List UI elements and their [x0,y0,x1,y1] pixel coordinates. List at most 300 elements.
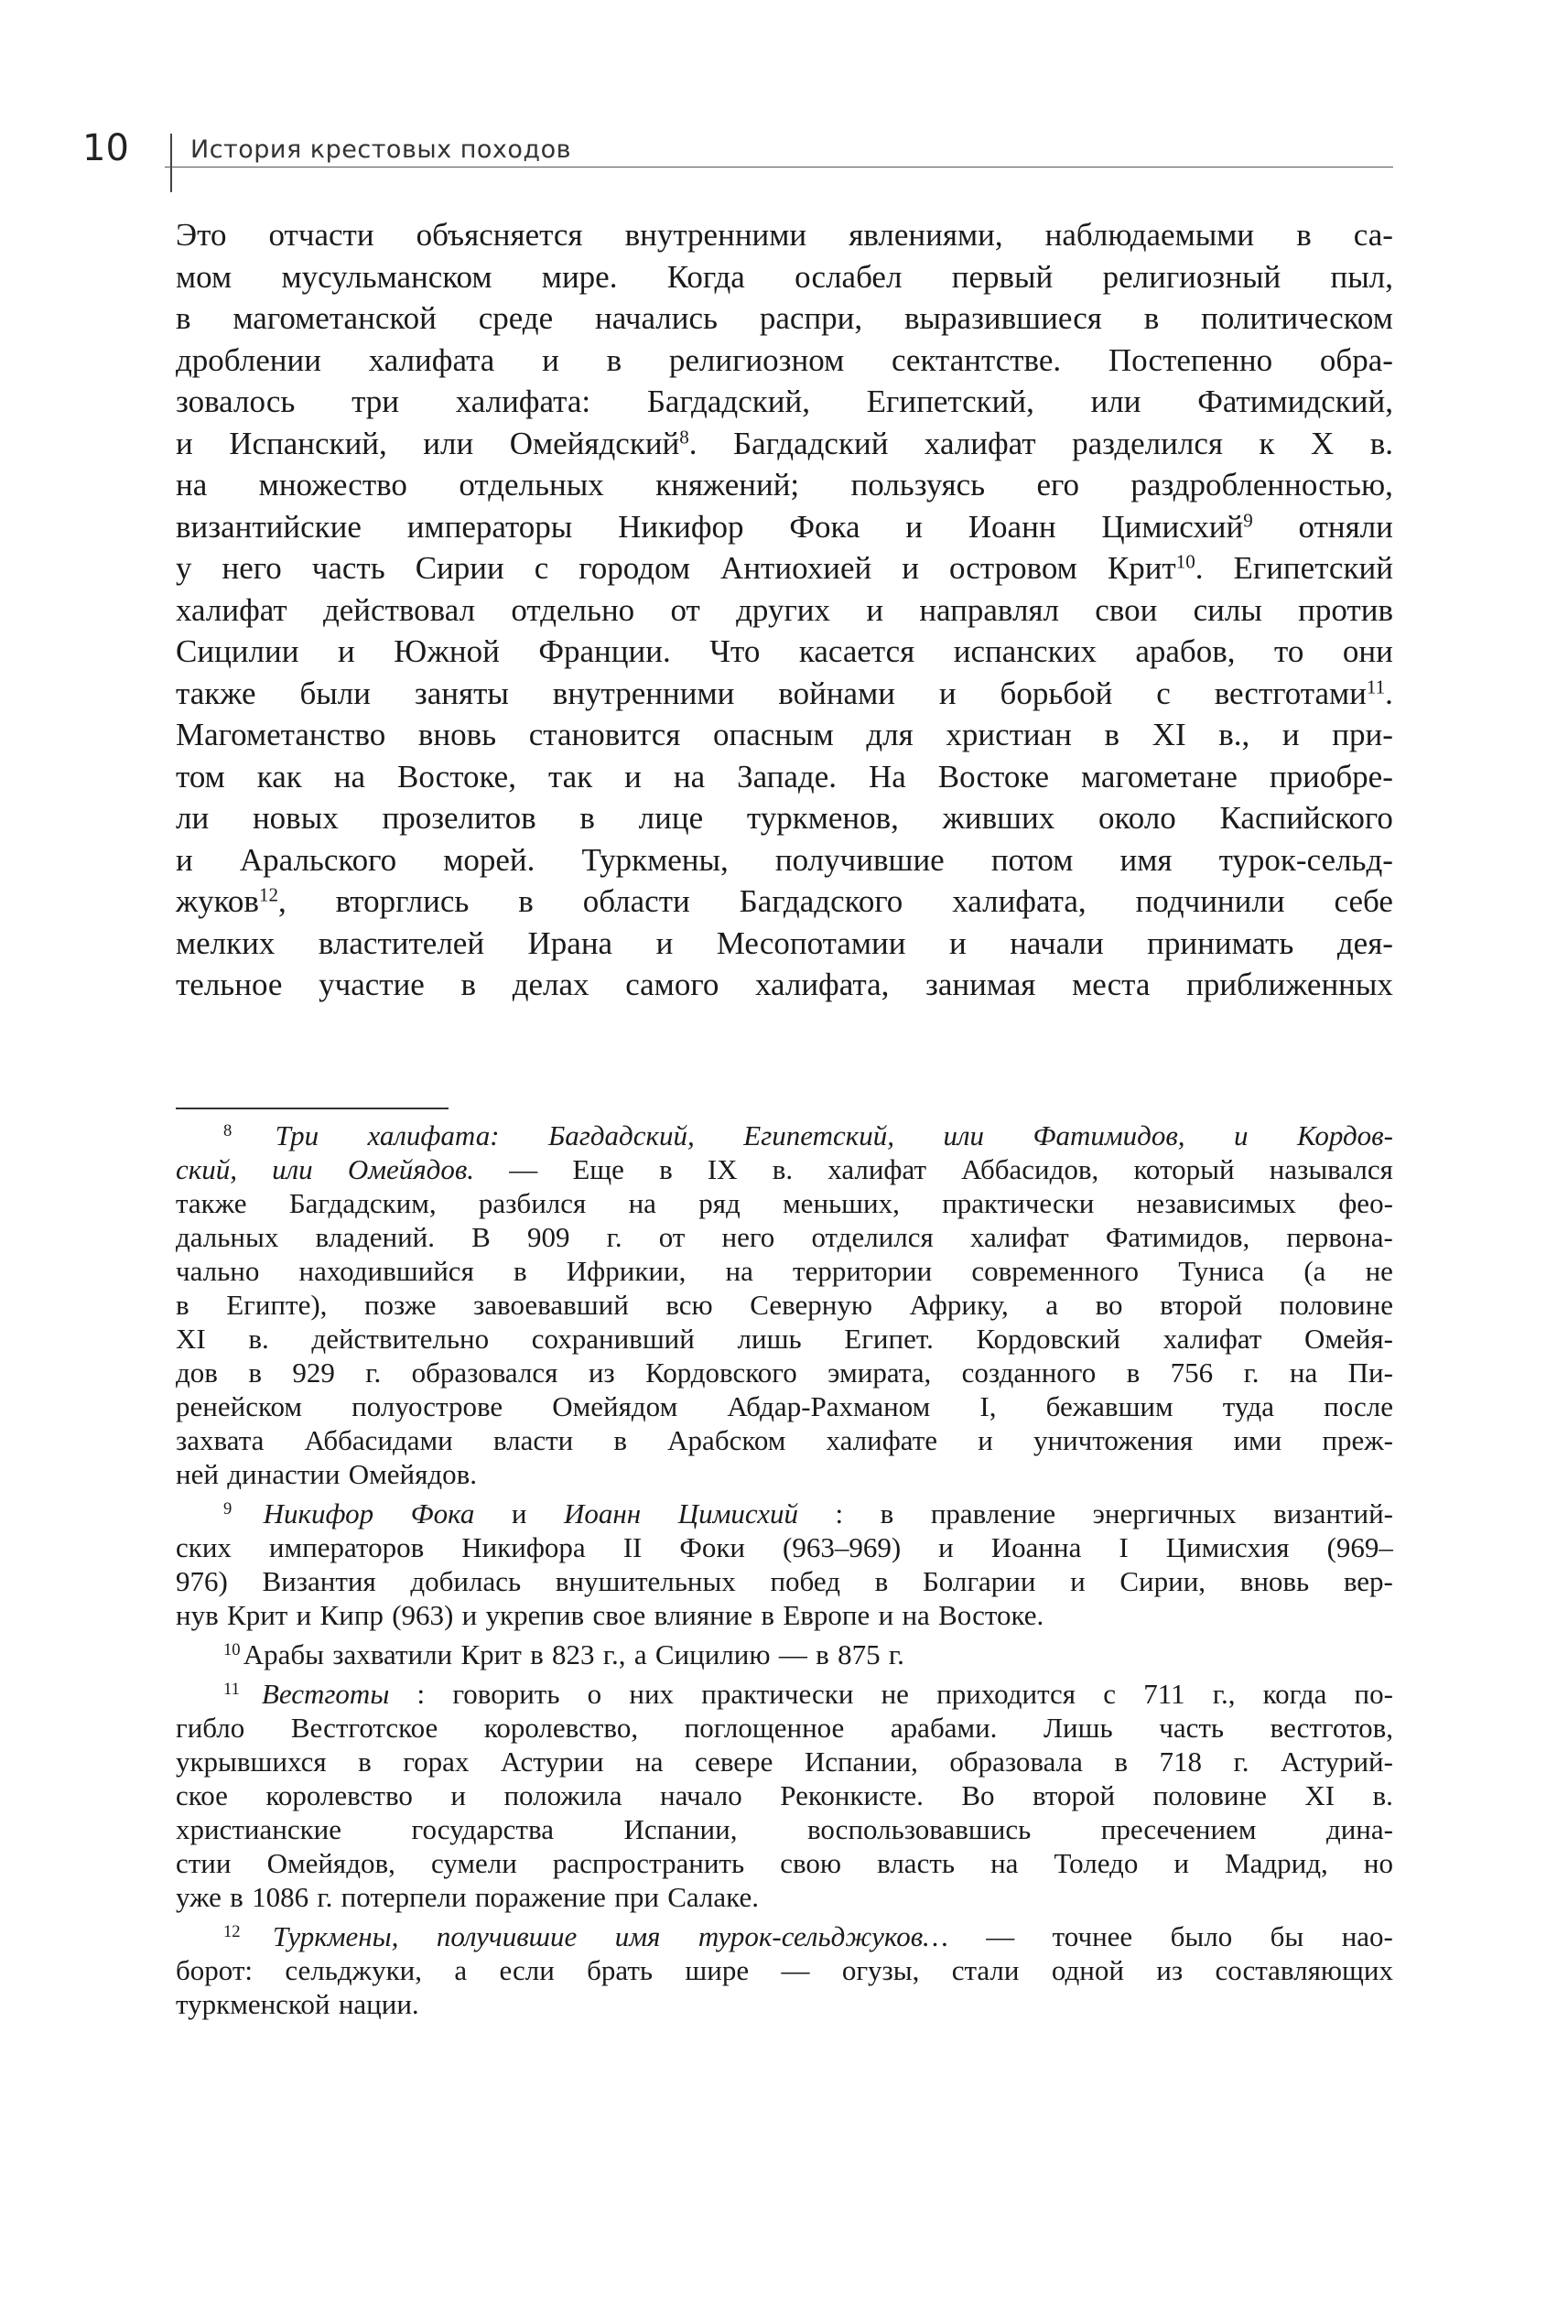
word: ряд [698,1187,741,1219]
word: Фатимидов, [1033,1119,1185,1151]
word: г. [1243,1357,1260,1389]
word: в. [248,1323,269,1355]
word: войнами [778,675,895,711]
word: имя [1119,841,1173,878]
word: В [471,1221,491,1253]
word: современного [971,1255,1140,1287]
word: Европе [783,1599,871,1631]
word: от [670,591,700,628]
word: себе [1334,883,1393,919]
word: (а [1303,1255,1326,1287]
word: второй [1160,1289,1243,1321]
word: лишь [737,1323,802,1355]
word: составляющих [1215,1954,1393,1986]
word: завоевавший [473,1289,629,1321]
word: становится [528,717,681,752]
word: Арабском [667,1424,786,1456]
footnote-line [176,1711,1393,1745]
word: участие [319,967,425,1002]
word: одной [1051,1954,1124,1986]
word: Арабы [243,1638,324,1670]
text-line [176,797,1393,839]
word: Когда [666,258,745,295]
word: IX [707,1153,738,1185]
word: Египетский, [866,384,1034,419]
word: с [1156,675,1171,711]
word: г. [317,1881,333,1913]
word: сохранивший [531,1323,695,1355]
word: Постепенно [1108,341,1273,378]
word: Месопотамии [716,924,906,961]
text-line [176,756,1393,798]
word: огузы, [841,1954,920,1986]
word: Астурии [500,1746,604,1778]
word: распространить [552,1847,745,1879]
word: раздробленностью, [1130,467,1393,503]
word: Испании, [804,1746,918,1778]
text-line [176,214,1393,256]
word: 875 [838,1638,881,1670]
word: королевство [265,1779,413,1811]
word: Болгарии [922,1565,1036,1597]
footnote-line [176,1152,1393,1186]
word: потом [990,841,1074,878]
word: и [338,633,355,669]
word: и [1281,717,1300,752]
word: и [655,924,674,961]
word: горах [403,1746,470,1778]
word: области [582,883,690,919]
footnote-line [176,1288,1393,1322]
word: туркменской [176,1988,330,2020]
word: эмирата, [827,1357,932,1389]
word: в [518,883,534,919]
word: и [176,425,193,461]
word: Кордовский [976,1323,1120,1355]
word: — [986,1920,1015,1952]
word: на [902,1599,930,1631]
word: по- [1354,1678,1393,1710]
word: касается [798,633,915,669]
word: Никифора [461,1531,586,1563]
word: отделился [811,1221,934,1253]
word: испанских [953,633,1097,669]
word: вновь [417,717,497,752]
word: религиозный [1102,258,1281,295]
word: в [613,1424,628,1456]
footnote-marker: 12 [223,1921,241,1941]
word: лице [638,800,704,836]
word: тельное [176,967,283,1002]
word: г., [602,1638,626,1670]
text-line [176,297,1393,340]
footnote-marker: 11 [223,1679,240,1699]
word: о [587,1678,602,1710]
word: стии [176,1847,232,1879]
word: Северную [750,1289,873,1321]
word: морей. [443,841,535,878]
word: императоры [406,508,573,545]
word: опасным [713,717,834,752]
word: Что [709,633,761,669]
word: заняты [414,675,509,711]
word: свою [780,1847,842,1879]
word: Африку, [909,1289,1009,1321]
word: ских [176,1531,232,1563]
word: 909 [526,1221,570,1253]
word: и [1234,1119,1249,1151]
footnote-line [176,1745,1393,1778]
word: прозелитов [382,800,536,836]
word: в. [772,1153,794,1185]
word: пользуясь [850,467,986,503]
word: отдельных [459,467,604,503]
footnote-line [176,1880,1393,1914]
word: в [176,300,191,336]
word: византийские [176,508,362,545]
word: Это [176,217,227,253]
text-line [176,589,1393,632]
word: побед [770,1565,841,1597]
word: Туниса [1178,1255,1265,1287]
word: Вестготское [290,1712,438,1744]
word: Фока [410,1497,475,1530]
word: ский, [176,1153,238,1185]
text-line [176,423,1393,465]
word: его [1036,467,1080,503]
word: халифате [826,1424,938,1456]
word: занимая [925,967,1036,1002]
footnote-9-first-line [176,1497,1393,1530]
word: в [1126,1357,1141,1389]
word: не [1365,1255,1393,1287]
word: X [1310,425,1335,461]
word: Багдадского [739,883,903,919]
word: сумели [430,1847,517,1879]
word: было [1170,1920,1233,1952]
word: приходится [936,1678,1076,1710]
word: и [511,1497,527,1530]
word: захватили [332,1638,453,1670]
word: приближенных [1186,967,1393,1002]
footnote-12-first-line [176,1919,1393,1953]
word: половине [1152,1779,1267,1811]
footnote-line [176,1778,1393,1812]
word: а [454,1954,468,1986]
word: созданного [961,1357,1097,1389]
word: него [721,1221,775,1253]
word: сельджуки, [285,1954,422,1986]
word: обра- [1319,341,1393,378]
word: Мадрид, [1225,1847,1328,1879]
word: в [358,1746,372,1778]
word: и [902,550,919,586]
word: государства [411,1813,554,1845]
text-line [176,381,1393,423]
word: (963) [392,1599,454,1631]
word: положила [503,1779,622,1811]
word: внутренними [552,675,735,711]
word: начали [1010,924,1104,961]
word: Фатимидов, [1105,1221,1250,1253]
word: ослабел [795,258,903,295]
word: Испанский, [229,425,387,461]
word: г. [606,1221,622,1253]
word: а [1045,1289,1059,1321]
word: с [534,550,549,586]
word: халифата, [754,967,890,1002]
word: получившие [436,1920,578,1952]
word: начало [660,1779,742,1811]
word: 1086 [252,1881,309,1913]
word: них [629,1678,675,1710]
word: действовал [322,591,476,628]
footnote-line [176,1186,1393,1220]
word: дальных [176,1221,279,1253]
text-line [176,964,1393,1006]
text-line [176,506,1393,548]
word: Цимисхия [1165,1531,1290,1563]
word: мом [176,258,232,295]
word: на [635,1746,664,1778]
footnote-separator [176,1108,449,1109]
word: сектантстве. [891,341,1062,378]
word: Во [961,1779,995,1811]
word: около [1098,800,1176,836]
word: Иоанн [968,508,1056,545]
word: в [1114,1746,1129,1778]
word: и [978,1424,993,1456]
word: принимать [1147,924,1294,961]
footnote-line [176,1389,1393,1423]
word: Ифрикии, [566,1255,687,1287]
word: территории [793,1255,933,1287]
word: Египетский [1233,550,1393,586]
word: дроблении [176,341,321,378]
footnote-line [176,1812,1393,1846]
word: Египте), [226,1289,328,1321]
word: на [333,758,366,794]
word: II [622,1531,643,1563]
word: на [1289,1357,1318,1389]
word: в [1143,300,1160,336]
word: XI [1152,717,1186,752]
word: также [176,1187,247,1219]
word: халифат [827,1153,927,1185]
word: в [1296,217,1312,253]
word: туркменов, [746,800,899,836]
word: политическом [1201,300,1393,336]
word: и [905,508,923,545]
word: внушительных [555,1565,736,1597]
word: разбился [478,1187,587,1219]
word: пыл, [1330,258,1393,295]
word: арабов, [1135,633,1236,669]
word: жуков$^{12}$, [176,883,287,919]
word: укрывшихся [176,1746,327,1778]
word: воспользовавшись [806,1813,1032,1845]
word: вновь [1239,1565,1310,1597]
footnote-line [176,1598,1393,1632]
word: против [1298,591,1393,628]
word: на [725,1255,753,1287]
word: мелких [176,924,276,961]
word: первый [951,258,1054,295]
word: XI [1304,1779,1336,1811]
word: Крит [460,1638,522,1670]
word: силы [1193,591,1262,628]
word: дея- [1336,924,1393,961]
word: г. [888,1638,904,1670]
word: то [1274,633,1304,669]
word: бежавшим [1045,1390,1173,1422]
word: халифата [368,341,495,378]
word: из [1156,1954,1184,1986]
word: а [633,1638,647,1670]
word: — [781,1954,810,1986]
footnote-line [176,1423,1393,1457]
word: турок-сельд- [1218,841,1393,878]
word: для [866,717,914,752]
word: имя [614,1920,661,1952]
text-line [176,631,1393,673]
word: Египет. [844,1323,934,1355]
word: говорить [452,1678,560,1710]
word: халифата: [455,384,591,419]
word: выразившиеся [904,300,1102,336]
word: Туркмены, [272,1920,399,1952]
word: наблюдаемыми [1044,217,1255,253]
word: в. [1369,425,1393,461]
word: халифата, [952,883,1087,919]
word: Западе. [737,758,838,794]
word: Абдар-Рахманом [727,1390,931,1422]
footnote-line [176,1953,1393,1987]
word: Египетский, [743,1119,895,1151]
footnote-line [176,1846,1393,1880]
word: точнее [1052,1920,1133,1952]
word: 711 [1143,1678,1185,1710]
word: при- [1332,717,1393,752]
word: бы [1270,1920,1304,1952]
word: городом [579,550,691,586]
word: Сицилию [654,1638,771,1670]
word: Аббасидов, [961,1153,1099,1185]
word: они [1342,633,1393,669]
word: начались [595,300,719,336]
word: борот: [176,1954,254,1986]
word: поражение [474,1881,606,1913]
word: Никифор [618,508,744,545]
word: Омейя- [1304,1323,1393,1355]
word: к [1259,425,1275,461]
word: Иоанна [990,1531,1082,1563]
word: Иоанн [564,1497,642,1530]
word: императоров [268,1531,425,1563]
header-vertical-rule [170,134,172,192]
word: 718 [1159,1746,1203,1778]
word: севере [694,1746,773,1778]
word: явлениями, [849,217,1003,253]
word: ими [1233,1424,1282,1456]
footnote-10-first-line [176,1638,1393,1671]
word: I [1119,1531,1129,1563]
word: христиан [946,717,1072,752]
word: и [542,341,559,378]
word: на [673,758,706,794]
running-title: История крестовых походов [190,135,572,164]
word: Востоке, [396,758,516,794]
word: Цимисхий [677,1497,798,1530]
word: в [248,1357,262,1389]
word: Испании, [623,1813,738,1845]
word: укрепив [485,1599,585,1631]
word: На [868,758,906,794]
word: три [351,384,400,419]
word: второй [1033,1779,1116,1811]
main-text [176,214,1393,1006]
word: Аббасидами [304,1424,453,1456]
word: Омейядов, [266,1847,395,1879]
word: в., [1218,717,1250,752]
word: г., [1212,1678,1236,1710]
word: Багдадский [733,425,889,461]
word: халифата: [367,1119,500,1151]
word: вторглись [335,883,470,919]
word: новых [252,800,339,836]
word: в [176,1289,189,1321]
word: борьбой [1000,675,1113,711]
word: назывался [1269,1153,1393,1185]
word: на [176,467,208,503]
word: или [1090,384,1141,419]
word: правление [930,1497,1056,1530]
word: вестготами$^{11}$. [1214,675,1393,711]
word: энергичных [1092,1497,1237,1530]
word: позже [363,1289,437,1321]
page-header [82,127,1393,194]
footnote-line [176,1987,1393,2021]
word: ренейском [176,1390,302,1422]
word: захвата [176,1424,265,1456]
word: гибло [176,1712,245,1744]
word: Еще [572,1153,624,1185]
word: (963–969) [783,1531,902,1563]
word: свои [1095,591,1158,628]
text-line [176,881,1393,923]
word: отчасти [268,217,374,253]
word: других [736,591,831,628]
word: независимых [1136,1187,1296,1219]
word: или [272,1153,313,1185]
word: у [176,550,192,586]
word: в [880,1497,894,1530]
text-line [176,547,1393,589]
word: Кипр [319,1599,384,1631]
word: владений. [315,1221,435,1253]
word: объясняется [416,217,583,253]
word: XI [176,1323,206,1355]
word: Багдадский, [548,1119,695,1151]
word: часть [1159,1712,1225,1744]
word: после [1324,1390,1393,1422]
word: ней [176,1458,219,1490]
word: туда [1222,1390,1274,1422]
word: и [296,1599,312,1631]
word: турок-сельджуков… [697,1920,948,1952]
footnote-marker: 9 [223,1498,232,1519]
word: зовалось [176,384,296,419]
